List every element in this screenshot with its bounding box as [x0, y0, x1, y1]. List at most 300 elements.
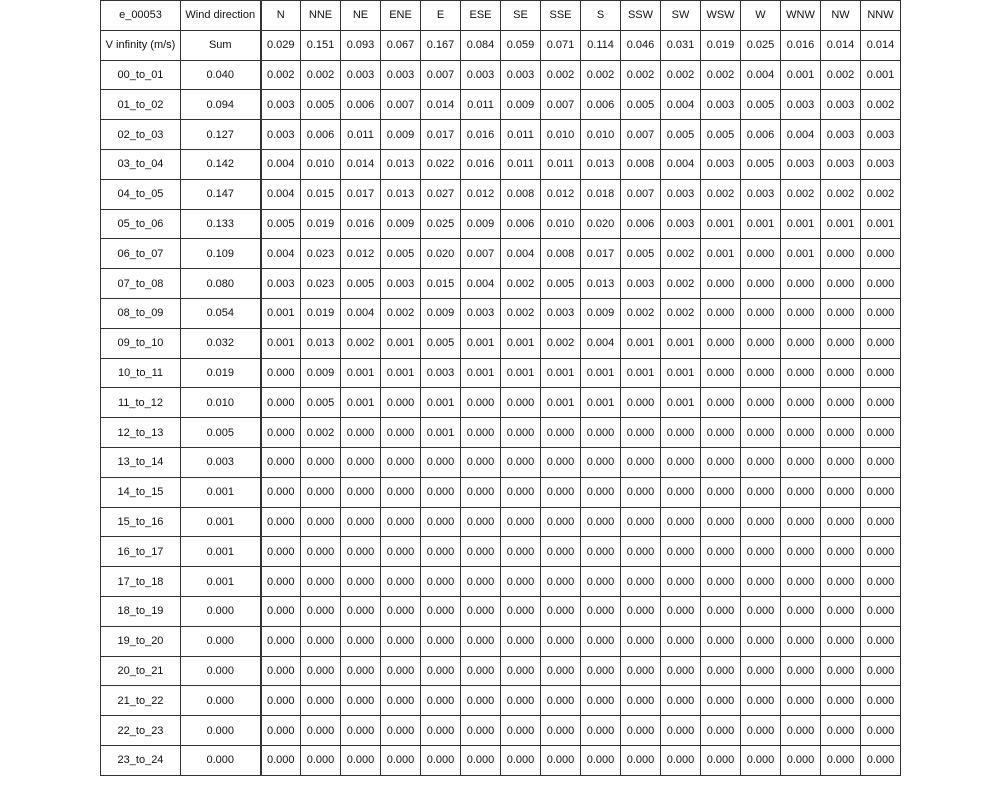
frequency-cell: 0.000: [381, 447, 421, 477]
frequency-cell: 0.009: [421, 298, 461, 328]
frequency-cell: 0.000: [381, 716, 421, 746]
speed-bin-label: 12_to_13: [101, 418, 181, 448]
frequency-cell: 0.000: [781, 358, 821, 388]
frequency-cell: 0.000: [781, 477, 821, 507]
table-row: [101, 447, 901, 477]
frequency-cell: 0.000: [461, 477, 501, 507]
frequency-cell: 0.000: [781, 269, 821, 299]
frequency-cell: 0.005: [341, 269, 381, 299]
frequency-cell: 0.002: [661, 298, 701, 328]
frequency-cell: 0.005: [741, 90, 781, 120]
frequency-cell: 0.002: [621, 298, 661, 328]
row-sum-cell: 0.010: [181, 388, 261, 418]
frequency-cell: 0.000: [781, 716, 821, 746]
frequency-cell: 0.004: [261, 149, 301, 179]
table-row: [101, 716, 901, 746]
frequency-cell: 0.000: [741, 656, 781, 686]
frequency-cell: 0.000: [821, 477, 861, 507]
frequency-cell: 0.000: [541, 596, 581, 626]
frequency-cell: 0.003: [261, 269, 301, 299]
frequency-cell: 0.000: [301, 745, 341, 775]
row-sum-cell: 0.003: [181, 447, 261, 477]
frequency-cell: 0.000: [741, 596, 781, 626]
direction-total-cell: 0.019: [701, 30, 741, 60]
frequency-cell: 0.000: [581, 567, 621, 597]
table-row: [101, 477, 901, 507]
frequency-cell: 0.001: [501, 358, 541, 388]
frequency-cell: 0.007: [621, 120, 661, 150]
frequency-cell: 0.003: [461, 60, 501, 90]
frequency-cell: 0.000: [701, 745, 741, 775]
totals-row: [101, 30, 901, 60]
row-sum-cell: 0.001: [181, 507, 261, 537]
frequency-cell: 0.001: [861, 60, 901, 90]
frequency-cell: 0.007: [381, 90, 421, 120]
speed-bin-label: 04_to_05: [101, 179, 181, 209]
speed-bin-label: 17_to_18: [101, 567, 181, 597]
frequency-cell: 0.020: [581, 209, 621, 239]
direction-header-cell: ESE: [461, 1, 501, 31]
frequency-cell: 0.000: [421, 477, 461, 507]
corner-label: e_00053: [101, 1, 181, 31]
frequency-cell: 0.000: [541, 626, 581, 656]
frequency-cell: 0.004: [341, 298, 381, 328]
speed-bin-label: 06_to_07: [101, 239, 181, 269]
frequency-cell: 0.001: [821, 209, 861, 239]
frequency-cell: 0.000: [301, 626, 341, 656]
frequency-cell: 0.000: [621, 686, 661, 716]
frequency-cell: 0.000: [341, 745, 381, 775]
frequency-cell: 0.000: [661, 418, 701, 448]
frequency-cell: 0.000: [261, 447, 301, 477]
table-row: [101, 418, 901, 448]
frequency-cell: 0.000: [461, 537, 501, 567]
frequency-cell: 0.007: [421, 60, 461, 90]
frequency-cell: 0.000: [301, 507, 341, 537]
frequency-cell: 0.000: [341, 537, 381, 567]
speed-bin-label: 15_to_16: [101, 507, 181, 537]
frequency-cell: 0.000: [541, 418, 581, 448]
frequency-cell: 0.001: [381, 358, 421, 388]
frequency-cell: 0.000: [701, 507, 741, 537]
frequency-cell: 0.000: [701, 656, 741, 686]
frequency-cell: 0.000: [381, 477, 421, 507]
frequency-cell: 0.003: [821, 90, 861, 120]
frequency-cell: 0.000: [821, 537, 861, 567]
frequency-cell: 0.000: [821, 269, 861, 299]
frequency-cell: 0.000: [861, 626, 901, 656]
frequency-cell: 0.000: [781, 745, 821, 775]
frequency-cell: 0.001: [781, 239, 821, 269]
frequency-cell: 0.000: [261, 745, 301, 775]
frequency-cell: 0.000: [461, 507, 501, 537]
direction-header-cell: SE: [501, 1, 541, 31]
frequency-cell: 0.000: [861, 269, 901, 299]
frequency-cell: 0.002: [541, 328, 581, 358]
frequency-cell: 0.005: [421, 328, 461, 358]
speed-bin-label: 00_to_01: [101, 60, 181, 90]
frequency-cell: 0.000: [341, 567, 381, 597]
frequency-cell: 0.000: [461, 745, 501, 775]
frequency-cell: 0.000: [741, 745, 781, 775]
row-sum-cell: 0.000: [181, 626, 261, 656]
frequency-cell: 0.022: [421, 149, 461, 179]
frequency-cell: 0.000: [581, 507, 621, 537]
frequency-cell: 0.000: [261, 716, 301, 746]
frequency-cell: 0.000: [461, 567, 501, 597]
frequency-cell: 0.003: [821, 120, 861, 150]
sum-header: Sum: [181, 30, 261, 60]
frequency-cell: 0.004: [261, 239, 301, 269]
speed-bin-label: 19_to_20: [101, 626, 181, 656]
frequency-cell: 0.000: [741, 328, 781, 358]
table-row: [101, 596, 901, 626]
frequency-cell: 0.009: [461, 209, 501, 239]
frequency-cell: 0.001: [461, 358, 501, 388]
frequency-cell: 0.000: [781, 567, 821, 597]
frequency-cell: 0.003: [661, 179, 701, 209]
frequency-cell: 0.000: [861, 418, 901, 448]
frequency-cell: 0.000: [821, 418, 861, 448]
frequency-cell: 0.000: [341, 477, 381, 507]
frequency-cell: 0.001: [541, 358, 581, 388]
speed-bin-label: 13_to_14: [101, 447, 181, 477]
frequency-cell: 0.000: [701, 626, 741, 656]
frequency-cell: 0.000: [541, 686, 581, 716]
frequency-cell: 0.004: [581, 328, 621, 358]
frequency-cell: 0.000: [261, 477, 301, 507]
frequency-cell: 0.007: [461, 239, 501, 269]
frequency-cell: 0.000: [821, 745, 861, 775]
speed-bin-label: 02_to_03: [101, 120, 181, 150]
frequency-cell: 0.001: [261, 298, 301, 328]
frequency-cell: 0.000: [541, 656, 581, 686]
frequency-cell: 0.000: [541, 507, 581, 537]
frequency-cell: 0.000: [621, 716, 661, 746]
frequency-cell: 0.019: [301, 209, 341, 239]
frequency-cell: 0.010: [541, 120, 581, 150]
frequency-cell: 0.012: [341, 239, 381, 269]
frequency-cell: 0.002: [821, 60, 861, 90]
direction-total-cell: 0.016: [781, 30, 821, 60]
frequency-cell: 0.003: [381, 269, 421, 299]
frequency-cell: 0.005: [701, 120, 741, 150]
frequency-cell: 0.002: [501, 298, 541, 328]
frequency-cell: 0.000: [541, 716, 581, 746]
frequency-cell: 0.011: [461, 90, 501, 120]
frequency-cell: 0.000: [741, 388, 781, 418]
frequency-cell: 0.000: [541, 745, 581, 775]
direction-total-cell: 0.067: [381, 30, 421, 60]
frequency-cell: 0.000: [661, 596, 701, 626]
frequency-cell: 0.000: [381, 567, 421, 597]
frequency-cell: 0.023: [301, 269, 341, 299]
table-row: [101, 269, 901, 299]
direction-total-cell: 0.059: [501, 30, 541, 60]
frequency-cell: 0.000: [381, 507, 421, 537]
frequency-cell: 0.000: [861, 388, 901, 418]
frequency-cell: 0.001: [661, 388, 701, 418]
frequency-cell: 0.000: [541, 477, 581, 507]
row-sum-cell: 0.000: [181, 596, 261, 626]
frequency-cell: 0.000: [741, 477, 781, 507]
frequency-cell: 0.000: [501, 567, 541, 597]
table-row: [101, 179, 901, 209]
frequency-cell: 0.016: [461, 120, 501, 150]
frequency-cell: 0.010: [541, 209, 581, 239]
frequency-cell: 0.000: [621, 477, 661, 507]
frequency-cell: 0.003: [861, 149, 901, 179]
frequency-cell: 0.000: [661, 537, 701, 567]
frequency-cell: 0.002: [621, 60, 661, 90]
frequency-cell: 0.005: [301, 90, 341, 120]
direction-total-cell: 0.014: [821, 30, 861, 60]
frequency-cell: 0.006: [501, 209, 541, 239]
frequency-cell: 0.010: [301, 149, 341, 179]
frequency-cell: 0.000: [701, 567, 741, 597]
frequency-cell: 0.000: [621, 656, 661, 686]
frequency-cell: 0.013: [581, 149, 621, 179]
frequency-cell: 0.000: [701, 596, 741, 626]
frequency-cell: 0.000: [261, 567, 301, 597]
frequency-cell: 0.000: [821, 596, 861, 626]
frequency-cell: 0.008: [541, 239, 581, 269]
frequency-cell: 0.001: [541, 388, 581, 418]
frequency-cell: 0.000: [701, 358, 741, 388]
frequency-cell: 0.009: [381, 209, 421, 239]
direction-total-cell: 0.025: [741, 30, 781, 60]
frequency-cell: 0.003: [781, 90, 821, 120]
frequency-cell: 0.000: [421, 716, 461, 746]
frequency-cell: 0.002: [861, 179, 901, 209]
frequency-cell: 0.000: [861, 537, 901, 567]
frequency-cell: 0.000: [621, 567, 661, 597]
frequency-cell: 0.004: [741, 60, 781, 90]
frequency-cell: 0.002: [381, 298, 421, 328]
frequency-cell: 0.000: [261, 686, 301, 716]
frequency-cell: 0.000: [821, 239, 861, 269]
frequency-cell: 0.000: [781, 596, 821, 626]
table-row: [101, 507, 901, 537]
frequency-cell: 0.005: [381, 239, 421, 269]
frequency-cell: 0.000: [581, 686, 621, 716]
frequency-cell: 0.005: [261, 209, 301, 239]
frequency-cell: 0.000: [581, 447, 621, 477]
row-sum-cell: 0.032: [181, 328, 261, 358]
frequency-cell: 0.001: [781, 60, 821, 90]
direction-total-cell: 0.071: [541, 30, 581, 60]
row-sum-cell: 0.001: [181, 567, 261, 597]
frequency-cell: 0.000: [861, 745, 901, 775]
frequency-cell: 0.000: [661, 477, 701, 507]
frequency-cell: 0.000: [621, 596, 661, 626]
frequency-cell: 0.000: [541, 447, 581, 477]
frequency-cell: 0.001: [701, 239, 741, 269]
frequency-cell: 0.000: [821, 626, 861, 656]
frequency-cell: 0.001: [461, 328, 501, 358]
frequency-cell: 0.006: [301, 120, 341, 150]
frequency-cell: 0.000: [421, 567, 461, 597]
frequency-cell: 0.000: [861, 656, 901, 686]
direction-total-cell: 0.031: [661, 30, 701, 60]
frequency-cell: 0.001: [621, 358, 661, 388]
frequency-cell: 0.009: [581, 298, 621, 328]
frequency-cell: 0.000: [301, 716, 341, 746]
table-row: [101, 686, 901, 716]
frequency-cell: 0.000: [261, 596, 301, 626]
direction-header-row: [101, 1, 901, 31]
frequency-cell: 0.000: [701, 477, 741, 507]
frequency-cell: 0.008: [621, 149, 661, 179]
frequency-cell: 0.017: [341, 179, 381, 209]
frequency-cell: 0.000: [501, 477, 541, 507]
row-sum-cell: 0.005: [181, 418, 261, 448]
direction-header-cell: S: [581, 1, 621, 31]
frequency-cell: 0.002: [581, 60, 621, 90]
frequency-cell: 0.012: [461, 179, 501, 209]
direction-header-cell: NE: [341, 1, 381, 31]
frequency-cell: 0.003: [621, 269, 661, 299]
speed-bin-label: 05_to_06: [101, 209, 181, 239]
frequency-cell: 0.000: [581, 537, 621, 567]
frequency-cell: 0.000: [701, 447, 741, 477]
frequency-cell: 0.004: [501, 239, 541, 269]
row-sum-cell: 0.001: [181, 537, 261, 567]
frequency-cell: 0.000: [501, 418, 541, 448]
frequency-cell: 0.000: [821, 447, 861, 477]
direction-header-cell: NNW: [861, 1, 901, 31]
row-sum-cell: 0.133: [181, 209, 261, 239]
frequency-cell: 0.003: [741, 179, 781, 209]
frequency-cell: 0.000: [821, 716, 861, 746]
frequency-cell: 0.000: [741, 418, 781, 448]
frequency-cell: 0.000: [701, 328, 741, 358]
frequency-cell: 0.000: [501, 507, 541, 537]
frequency-cell: 0.004: [661, 90, 701, 120]
frequency-cell: 0.000: [301, 447, 341, 477]
frequency-cell: 0.000: [461, 656, 501, 686]
table-row: [101, 149, 901, 179]
frequency-cell: 0.000: [541, 537, 581, 567]
direction-header-cell: SSE: [541, 1, 581, 31]
direction-header-cell: WSW: [701, 1, 741, 31]
frequency-cell: 0.000: [381, 745, 421, 775]
frequency-cell: 0.000: [461, 388, 501, 418]
frequency-cell: 0.000: [781, 537, 821, 567]
frequency-cell: 0.001: [421, 418, 461, 448]
frequency-cell: 0.000: [261, 418, 301, 448]
table-row: [101, 239, 901, 269]
frequency-cell: 0.001: [341, 358, 381, 388]
frequency-cell: 0.000: [861, 328, 901, 358]
frequency-cell: 0.007: [621, 179, 661, 209]
frequency-cell: 0.000: [821, 507, 861, 537]
frequency-cell: 0.000: [781, 626, 821, 656]
frequency-cell: 0.000: [861, 298, 901, 328]
frequency-cell: 0.000: [621, 626, 661, 656]
frequency-cell: 0.001: [861, 209, 901, 239]
speed-bin-label: 14_to_15: [101, 477, 181, 507]
wind-frequency-table: [100, 0, 901, 776]
speed-bin-label: 20_to_21: [101, 656, 181, 686]
frequency-cell: 0.000: [861, 596, 901, 626]
table-row: [101, 120, 901, 150]
frequency-cell: 0.001: [501, 328, 541, 358]
frequency-cell: 0.004: [461, 269, 501, 299]
speed-bin-label: 08_to_09: [101, 298, 181, 328]
frequency-cell: 0.000: [821, 298, 861, 328]
frequency-cell: 0.003: [541, 298, 581, 328]
frequency-cell: 0.000: [701, 388, 741, 418]
speed-header: V infinity (m/s): [101, 30, 181, 60]
direction-header-cell: ENE: [381, 1, 421, 31]
frequency-cell: 0.000: [861, 686, 901, 716]
frequency-cell: 0.000: [341, 656, 381, 686]
frequency-cell: 0.000: [781, 656, 821, 686]
frequency-cell: 0.006: [621, 209, 661, 239]
frequency-cell: 0.000: [581, 745, 621, 775]
frequency-cell: 0.000: [781, 418, 821, 448]
frequency-cell: 0.000: [741, 298, 781, 328]
frequency-cell: 0.005: [301, 388, 341, 418]
direction-header: Wind direction: [181, 1, 261, 31]
frequency-cell: 0.000: [741, 507, 781, 537]
frequency-cell: 0.000: [661, 686, 701, 716]
frequency-cell: 0.017: [581, 239, 621, 269]
frequency-cell: 0.000: [741, 567, 781, 597]
frequency-cell: 0.000: [741, 269, 781, 299]
frequency-cell: 0.000: [341, 447, 381, 477]
direction-total-cell: 0.029: [261, 30, 301, 60]
frequency-cell: 0.000: [381, 626, 421, 656]
frequency-cell: 0.000: [261, 388, 301, 418]
frequency-cell: 0.000: [661, 716, 701, 746]
frequency-cell: 0.000: [821, 567, 861, 597]
frequency-cell: 0.003: [261, 120, 301, 150]
frequency-cell: 0.017: [421, 120, 461, 150]
frequency-cell: 0.008: [501, 179, 541, 209]
frequency-cell: 0.001: [661, 358, 701, 388]
frequency-cell: 0.000: [781, 328, 821, 358]
frequency-cell: 0.000: [421, 686, 461, 716]
frequency-cell: 0.020: [421, 239, 461, 269]
frequency-cell: 0.000: [461, 418, 501, 448]
frequency-cell: 0.000: [781, 388, 821, 418]
frequency-cell: 0.000: [461, 447, 501, 477]
table-row: [101, 90, 901, 120]
frequency-cell: 0.000: [301, 686, 341, 716]
frequency-cell: 0.003: [781, 149, 821, 179]
frequency-cell: 0.000: [341, 626, 381, 656]
frequency-cell: 0.000: [701, 269, 741, 299]
direction-header-cell: SW: [661, 1, 701, 31]
frequency-cell: 0.005: [741, 149, 781, 179]
frequency-cell: 0.011: [341, 120, 381, 150]
frequency-cell: 0.000: [621, 447, 661, 477]
frequency-cell: 0.002: [661, 60, 701, 90]
frequency-cell: 0.000: [341, 418, 381, 448]
direction-header-cell: W: [741, 1, 781, 31]
frequency-cell: 0.000: [301, 596, 341, 626]
frequency-cell: 0.019: [301, 298, 341, 328]
frequency-cell: 0.000: [701, 298, 741, 328]
frequency-cell: 0.016: [461, 149, 501, 179]
table-row: [101, 209, 901, 239]
row-sum-cell: 0.000: [181, 716, 261, 746]
direction-total-cell: 0.167: [421, 30, 461, 60]
frequency-cell: 0.013: [381, 149, 421, 179]
frequency-cell: 0.009: [301, 358, 341, 388]
